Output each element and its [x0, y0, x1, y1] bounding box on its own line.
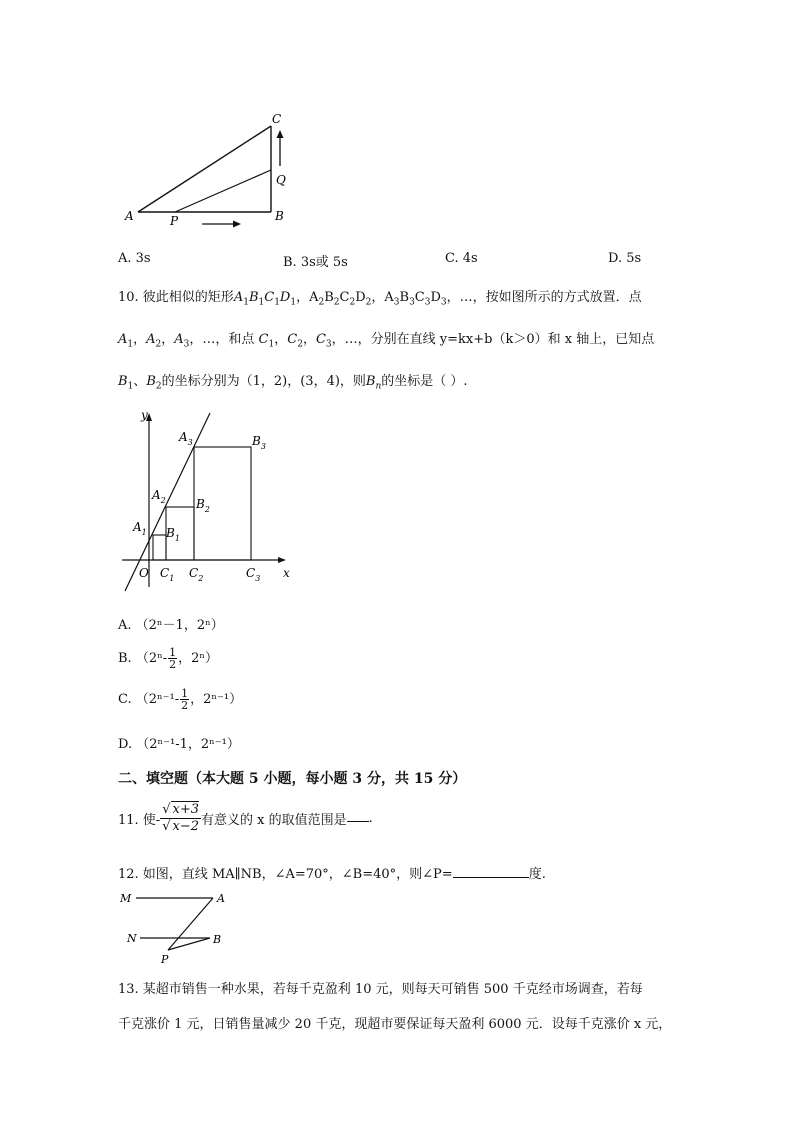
- label-b: B: [213, 933, 222, 946]
- label-c: C: [272, 112, 282, 126]
- label-b: B: [275, 209, 284, 223]
- q10-line-1: 10. 彼此相似的矩形$A_1B_1C_1D_1$，$A_2B_2C_2D_2$，$A_3B_3C_3D_3$，…，按如图所示的方式放置．点: [118, 290, 642, 308]
- q10-line1-pre: 10. 彼此相似的矩形: [118, 290, 234, 305]
- label-m: M: [120, 892, 132, 905]
- label-p: P: [170, 214, 179, 228]
- q13-line-2: 千克涨价 1 元，日销售量减少 20 千克，现超市要保证每天盈利 6000 元．设每千克涨价 x 元，: [118, 1017, 672, 1032]
- q10-option-d: D. （2ⁿ⁻¹-1，2ⁿ⁻¹）: [118, 737, 240, 752]
- section-heading: 二、填空题（本大题 5 小题，每小题 3 分，共 15 分）: [118, 771, 467, 787]
- label-a2: $A_2$: [152, 488, 166, 505]
- answer-blank[interactable]: [453, 865, 529, 878]
- label-b1: $B_1$: [166, 526, 180, 543]
- label-o: O: [139, 566, 149, 580]
- q10-line3-mid: 的坐标分别为（1，2)，(3，4)，则: [161, 374, 366, 389]
- label-c1: $C_1$: [160, 566, 175, 583]
- parallel-lines-figure-q12: [118, 888, 238, 968]
- segment-pq: [175, 170, 271, 212]
- triangle-figure-q9: [118, 108, 308, 233]
- q10-line1-post: ，按如图所示的方式放置．点: [472, 290, 642, 305]
- label-c2: $C_2$: [189, 566, 204, 583]
- q10-line-3: $B_1$、$B_2$的坐标分别为（1，2)，(3，4)，则$B_n$的坐标是（ ）.: [118, 374, 468, 392]
- label-q: Q: [276, 173, 286, 187]
- q12-text: 12. 如图，直线 MA∥NB，∠A=70°，∠B=40°，则∠P= 度.: [118, 867, 546, 882]
- radical-fraction: $\frac{√ x+3}{√ x-2}$: [162, 802, 199, 834]
- rect-1: [153, 535, 166, 560]
- label-c3: $C_3$: [246, 566, 261, 583]
- q10-option-c: C. （2ⁿ⁻¹- $\frac{1}{2}$ ，2ⁿ⁻¹）: [118, 687, 243, 712]
- label-b2: $B_2$: [196, 497, 210, 514]
- q9-option-d: D. 5s: [608, 251, 642, 266]
- label-p: P: [161, 953, 169, 966]
- q11: 11. 使- $\frac{√ x+3}{√ x-2}$ 有意义的 x 的取值范围是 .: [118, 802, 373, 834]
- x-axis-arrow: [278, 557, 286, 563]
- label-y: y: [141, 408, 148, 422]
- label-x: x: [283, 566, 290, 580]
- q9-option-b: B. 3s或 5s: [283, 255, 348, 270]
- q9-option-c: C. 4s: [445, 251, 478, 266]
- answer-blank[interactable]: [347, 809, 369, 822]
- q10-option-b: B. （2ⁿ- $\frac{1}{2}$ ，2ⁿ）: [118, 646, 219, 671]
- segment-bp: [168, 938, 210, 950]
- segment-ap: [168, 898, 213, 950]
- fraction-half: $\frac{1}{2}$: [169, 646, 177, 671]
- q10-option-a: A. （2ⁿ－1，2ⁿ）: [118, 618, 224, 633]
- label-a1: $A_1$: [133, 520, 147, 537]
- q10-line-2: $A_1$，$A_2$，$A_3$，…，和点 $C_1$，$C_2$，$C_3$，…，分别在直线 y=kx+b（k＞0）和 x 轴上，已知点: [118, 332, 655, 350]
- fraction-half: $\frac{1}{2}$: [181, 687, 189, 712]
- q10-line3-post: 的坐标是（ ）.: [381, 374, 468, 389]
- label-n: N: [127, 932, 137, 945]
- label-a3: $A_3$: [179, 430, 193, 447]
- q13-line-1: 13. 某超市销售一种水果，若每千克盈利 10 元，则每天可销售 500 千克经市场调查，若每: [118, 982, 643, 997]
- label-a: A: [217, 892, 225, 905]
- arrow-right-head: [233, 221, 241, 228]
- q10-line2-post: ，分别在直线 y=kx+b（k＞0）和 x 轴上，已知点: [357, 332, 655, 347]
- rectangles-figure-q10: [112, 405, 302, 595]
- label-a: A: [125, 209, 134, 223]
- q9-option-a: A. 3s: [118, 251, 151, 266]
- arrow-up-head: [277, 130, 284, 138]
- label-b3: $B_3$: [252, 434, 266, 451]
